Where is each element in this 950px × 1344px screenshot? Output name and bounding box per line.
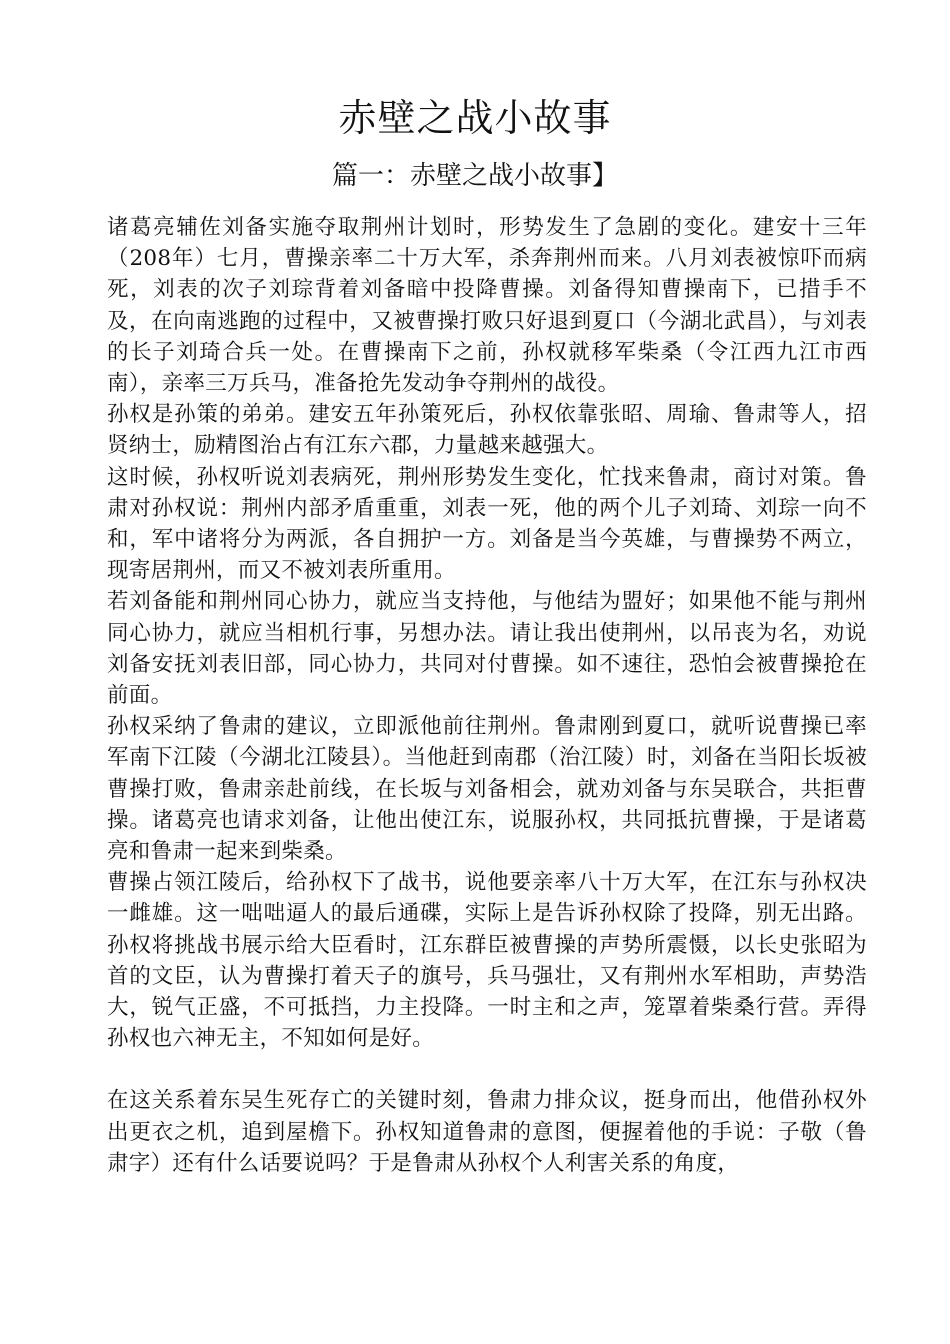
document-body — [107, 212, 867, 1179]
body-paragraph: 在这关系着东吴生死存亡的关键时刻，鲁肃力排众议，挺身而出，他借孙权外出更衣之机，追到屋檐下。孙权知道鲁肃的意图，便握着他的手说：子敬（鲁肃字）还有什么话要说吗？于是鲁肃从孙权个人利害关系的角度， — [107, 1088, 867, 1176]
document-subtitle: 篇一：赤壁之战小故事】 — [331, 161, 618, 191]
body-paragraph: 这时候，孙权听说刘表病死，荆州形势发生变化，忙找来鲁肃，商讨对策。鲁肃对孙权说：荆州内部矛盾重重，刘表一死，他的两个儿子刘琦、刘琮一向不和，军中诸将分为两派，各自拥护一方。刘备是当今英雄，与曹操势不两立，现寄居荆州，而又不被刘表所重用。 — [107, 464, 867, 584]
body-paragraph: 若刘备能和荆州同心协力，就应当支持他，与他结为盟好；如果他不能与荆州同心协力，就应当相机行事，另想办法。请让我出使荆州，以吊丧为名，劝说刘备安抚刘表旧部，同心协力，共同对付曹操。如不速往，恐怕会被曹操抢在前面。 — [107, 589, 867, 709]
body-paragraph: 孙权采纳了鲁肃的建议，立即派他前往荆州。鲁肃刚到夏口，就听说曹操已率军南下江陵（今湖北江陵县）。当他赶到南郡（治江陵）时，刘备在当阳长坂被曹操打败，鲁肃亲赴前线，在长坂与刘备相会，就劝刘备与东吴联合，共拒曹操。诸葛亮也请求刘备，让他出使江东，说服孙权，共同抵抗曹操，于是诸葛亮和鲁肃一起来到柴桑。 — [107, 714, 867, 865]
body-paragraph: 孙权是孙策的弟弟。建安五年孙策死后，孙权依靠张昭、周瑜、鲁肃等人，招贤纳士，励精图治占有江东六郡，力量越来越强大。 — [107, 402, 867, 459]
body-paragraph: 曹操占领江陵后，给孙权下了战书，说他要亲率八十万大军，在江东与孙权决一雌雄。这一咄咄逼人的最后通碟，实际上是告诉孙权除了投降，别无出路。孙权将挑战书展示给大臣看时，江东群臣被曹操的声势所震慑，以长史张昭为首的文臣，认为曹操打着天子的旗号，兵马强壮，又有荆州水军相助，声势浩大，锐气正盛，不可抵挡，力主投降。一时主和之声，笼罩着柴桑行营。弄得孙权也六神无主，不知如何是好。 — [107, 870, 867, 1052]
document-title: 赤壁之战小故事 — [338, 96, 612, 140]
body-paragraph: 诸葛亮辅佐刘备实施夺取荆州计划时，形势发生了急剧的变化。建安十三年（208年）七月，曹操亲率二十万大军，杀奔荆州而来。八月刘表被惊吓而病死，刘表的次子刘琮背着刘备暗中投降曹操。刘备得知曹操南下，已措手不及，在向南逃跑的过程中，又被曹操打败只好退到夏口（今湖北武昌），与刘表的长子刘琦合兵一处。在曹操南下之前，孙权就移军柴桑（令江西九江市西南），亲率三万兵马，准备抢先发动争夺荆州的战役。 — [107, 215, 867, 397]
